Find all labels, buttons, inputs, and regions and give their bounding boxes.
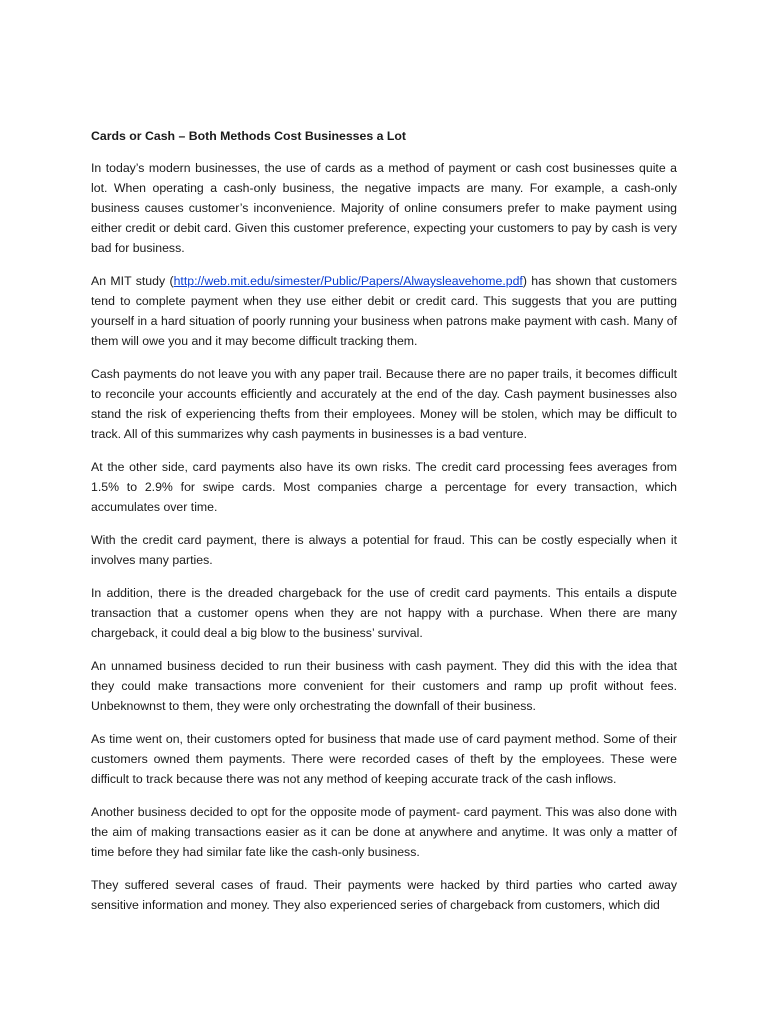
mit-study-link[interactable]: http://web.mit.edu/simester/Public/Papers/Alwaysleavehome.pdf	[173, 274, 523, 288]
document-title: Cards or Cash – Both Methods Cost Businesses a Lot	[91, 129, 406, 143]
paragraph-card-risks: At the other side, card payments also have its own risks. The credit card processing fees averages from 1.5% to 2.9% for swipe cards. Most companies charge a percentage for every transaction, which accumulates over time.	[91, 460, 677, 514]
mit-text-after: ) has shown that customers tend to complete payment when they use either debit or credit card. This suggests that you are putting yourself in a hard situation of poorly running your business when patrons make payment with cash. Many of them will owe you and it may become difficult tracking them.	[91, 274, 677, 348]
paragraph-cash-trail: Cash payments do not leave you with any paper trail. Because there are no paper trails, it becomes difficult to reconcile your accounts efficiently and accurately at the end of the day. Cash payment businesses also stand the risk of experiencing thefts from their employees. Money will be stolen, which may be difficult to track. All of this summarizes why cash payments in businesses is a bad venture.	[91, 367, 677, 441]
paragraph-fraud: With the credit card payment, there is always a potential for fraud. This can be costly especially when it involves many parties.	[91, 533, 677, 567]
document-body	[91, 126, 677, 928]
paragraph-card-business: Another business decided to opt for the opposite mode of payment- card payment. This was also done with the aim of making transactions easier as it can be done at anywhere and anytime. It was only a matter of time before they had similar fate like the cash-only business.	[91, 805, 677, 859]
paragraph-mit-study	[91, 271, 677, 351]
paragraph-customers-opted: As time went on, their customers opted for business that made use of card payment method. Some of their customers owned them payments. There were recorded cases of theft by the employees. These were difficult to track because there was not any method of keeping accurate track of the cash inflows.	[91, 732, 677, 786]
paragraph-suffered-fraud: They suffered several cases of fraud. Their payments were hacked by third parties who carted away sensitive information and money. They also experienced series of chargeback from customers, which did	[91, 878, 677, 912]
paragraph-intro: In today’s modern businesses, the use of cards as a method of payment or cash cost businesses quite a lot. When operating a cash-only business, the negative impacts are many. For example, a cash-only business causes customer’s inconvenience. Majority of online consumers prefer to make payment using either credit or debit card. Given this customer preference, expecting your customers to pay by cash is very bad for business.	[91, 161, 677, 255]
paragraph-chargeback: In addition, there is the dreaded chargeback for the use of credit card payments. This entails a dispute transaction that a customer opens when they are not happy with a purchase. When there are many chargeback, it could deal a big blow to the business’ survival.	[91, 586, 677, 640]
paragraph-cash-business: An unnamed business decided to run their business with cash payment. They did this with the idea that they could make transactions more convenient for their customers and ramp up profit without fees. Unbeknownst to them, they were only orchestrating the downfall of their business.	[91, 659, 677, 713]
mit-text-before: An MIT study (	[91, 274, 174, 288]
